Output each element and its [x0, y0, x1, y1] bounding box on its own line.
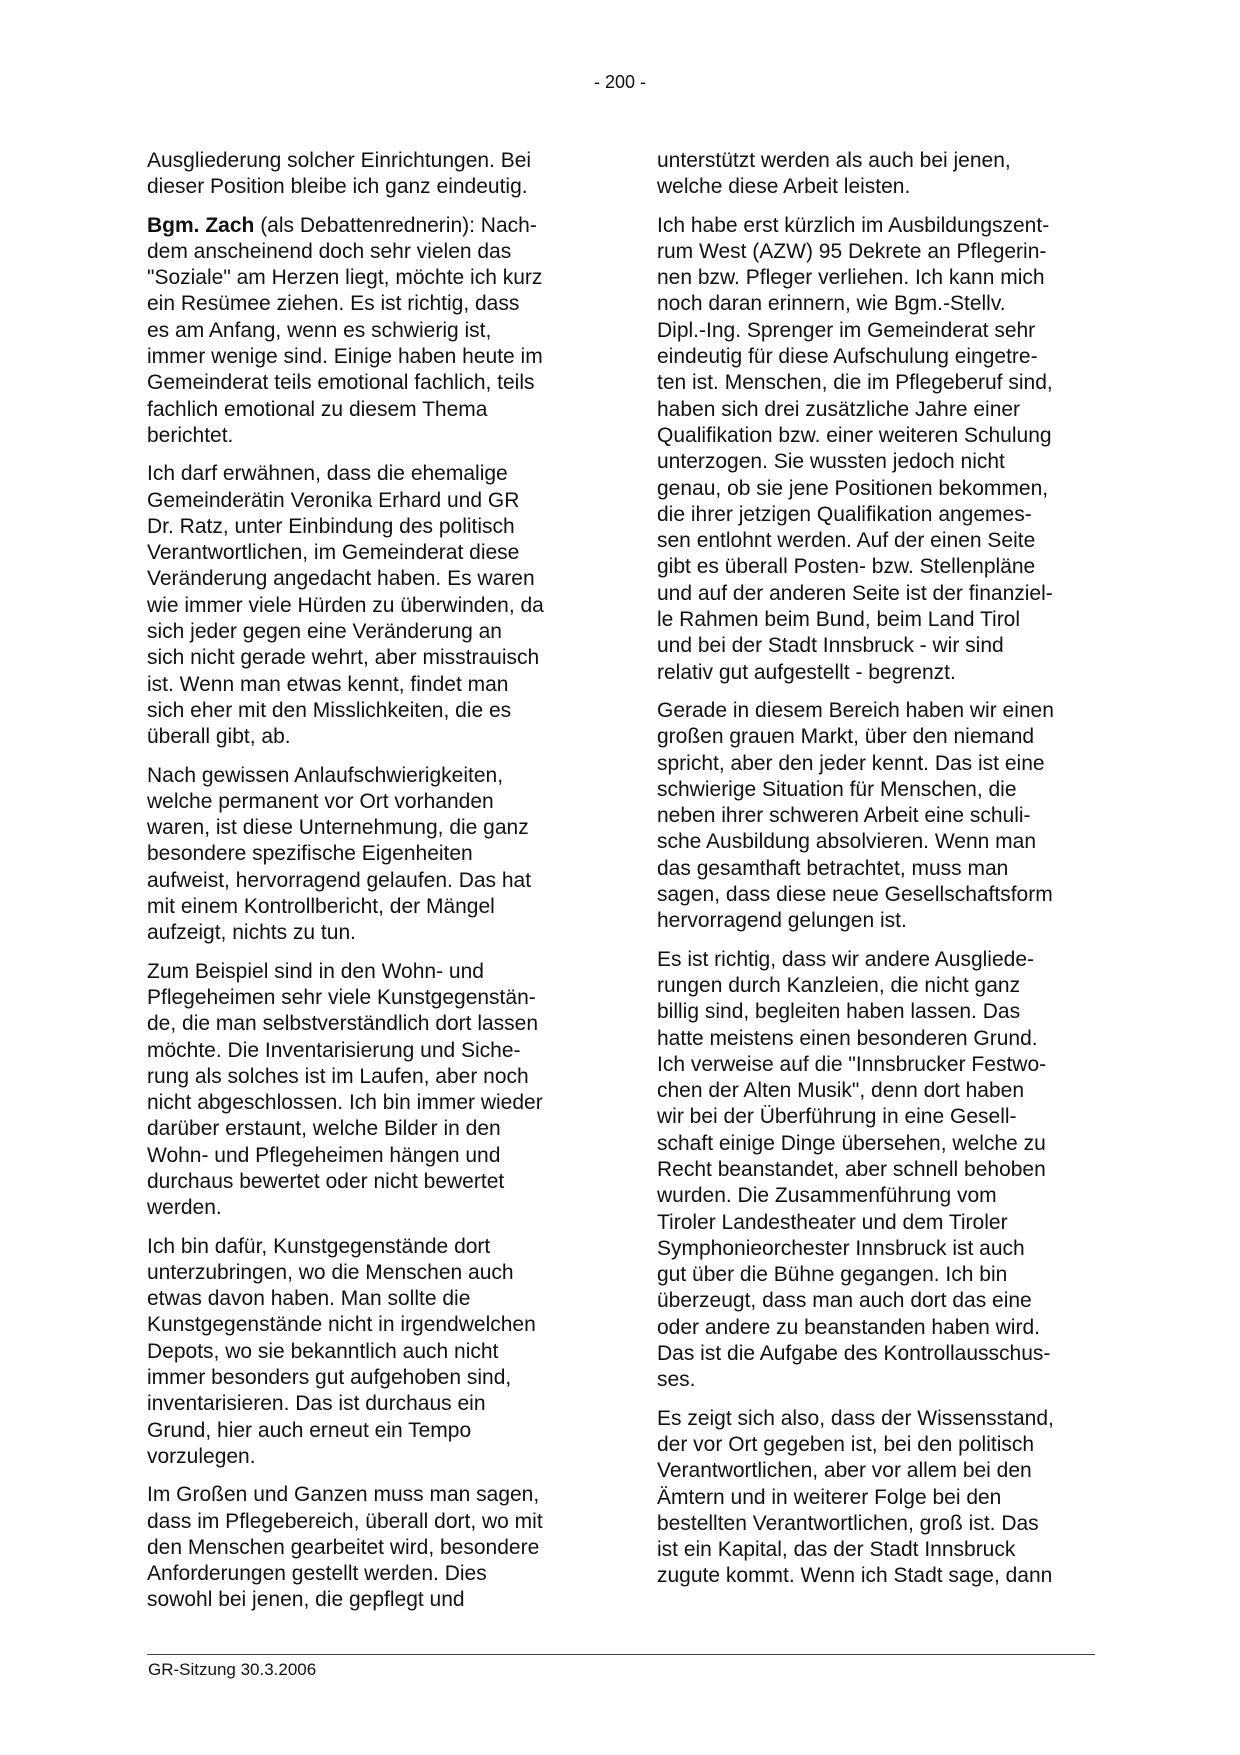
text-line — [147, 763, 587, 789]
text-line — [147, 1064, 587, 1090]
line-text: Im Großen und Ganzen muss man sagen, — [147, 1483, 540, 1507]
line-text: Anforderungen gestellt werden. Dies — [147, 1562, 487, 1586]
line-text: sagen, dass diese neue Gesellschaftsform — [657, 883, 1053, 907]
text-line — [147, 789, 587, 815]
line-text: etwas davon haben. Man sollte die — [147, 1287, 471, 1311]
text-line — [657, 554, 1097, 580]
text-line — [147, 1090, 587, 1116]
paragraph — [657, 148, 1097, 201]
text-line — [147, 397, 587, 423]
line-text: Verantwortlichen, im Gemeinderat diese — [147, 541, 520, 565]
line-text: Qualifikation bzw. einer weiteren Schulung — [657, 423, 1052, 447]
text-line — [147, 1312, 587, 1338]
text-line — [657, 1288, 1097, 1314]
paragraph — [657, 698, 1097, 935]
text-line — [147, 1038, 587, 1064]
line-text: werden. — [147, 1196, 222, 1220]
text-line — [147, 724, 587, 750]
text-line — [147, 868, 587, 894]
line-text: Veränderung angedacht haben. Es waren — [147, 567, 535, 591]
text-line — [147, 1169, 587, 1195]
text-line — [657, 856, 1097, 882]
line-text: Ich bin dafür, Kunstgegenstände dort — [147, 1234, 491, 1258]
line-text: überzeugt, dass man auch dort das eine — [657, 1289, 1032, 1313]
line-text: ein Resümee ziehen. Es ist richtig, dass — [147, 292, 520, 316]
paragraph — [147, 959, 587, 1222]
line-text: neben ihrer schweren Arbeit eine schuli- — [657, 804, 1031, 828]
line-text: die ihrer jetzigen Qualifikation angemes- — [657, 502, 1032, 526]
line-text: welche diese Arbeit leisten. — [657, 175, 911, 199]
text-line — [147, 815, 587, 841]
text-line — [657, 239, 1097, 265]
line-text: nen bzw. Pfleger verliehen. Ich kann mich — [657, 266, 1045, 290]
text-line — [147, 894, 587, 920]
line-text: sowohl bei jenen, die gepflegt und — [147, 1588, 465, 1612]
line-text: es am Anfang, wenn es schwierig ist, — [147, 318, 492, 342]
line-text: de, die man selbstverständlich dort lassen — [147, 1012, 539, 1036]
line-text: unterzubringen, wo die Menschen auch — [147, 1260, 514, 1284]
text-line — [147, 1195, 587, 1221]
text-line — [147, 344, 587, 370]
line-text: billig sind, begleiten haben lassen. Das — [657, 1000, 1021, 1024]
line-text: Gemeinderätin Veronika Erhard und GR — [147, 488, 520, 512]
line-text: rungen durch Kanzleien, die nicht ganz — [657, 973, 1021, 997]
text-line — [657, 1511, 1097, 1537]
line-text: Pflegeheimen sehr viele Kunstgegenstän- — [147, 985, 536, 1009]
line-text: den Menschen gearbeitet wird, besondere — [147, 1535, 540, 1559]
text-line — [147, 1444, 587, 1470]
line-text: und auf der anderen Seite ist der finanziel- — [657, 581, 1053, 605]
text-line — [147, 1535, 587, 1561]
line-text: sche Ausbildung absolvieren. Wenn man — [657, 830, 1037, 854]
line-text: (als Debattenrednerin): Nach- — [254, 213, 537, 237]
line-text: chen der Alten Musik", denn dort haben — [657, 1079, 1025, 1103]
page-number: - 200 - — [593, 72, 647, 92]
text-line — [147, 698, 587, 724]
line-text: Es zeigt sich also, dass der Wissensstand, — [657, 1406, 1054, 1430]
text-line — [147, 619, 587, 645]
text-line — [147, 1418, 587, 1444]
line-text: Dr. Ratz, unter Einbindung des politisch — [147, 514, 515, 538]
text-line — [657, 344, 1097, 370]
line-text: berichtet. — [147, 423, 234, 447]
text-line — [657, 1537, 1097, 1563]
text-line — [657, 633, 1097, 659]
paragraph — [657, 947, 1097, 1394]
text-line — [657, 724, 1097, 750]
line-text: mit einem Kontrollbericht, der Mängel — [147, 895, 495, 919]
text-line — [147, 514, 587, 540]
line-text: Nach gewissen Anlaufschwierigkeiten, — [147, 763, 504, 787]
line-text: fachlich emotional zu diesem Thema — [147, 397, 488, 421]
text-line — [657, 1341, 1097, 1367]
line-text: hatte meistens einen besonderen Grund. — [657, 1026, 1038, 1050]
line-text: wurden. Die Zusammenführung vom — [657, 1184, 997, 1208]
text-line — [657, 1183, 1097, 1209]
line-text: Depots, wo sie bekanntlich auch nicht — [147, 1339, 499, 1363]
text-line — [657, 174, 1097, 200]
line-text: eindeutig für diese Aufschulung eingetre- — [657, 345, 1038, 369]
line-text: ten ist. Menschen, die im Pflegeberuf sind, — [657, 371, 1053, 395]
line-text: besondere spezifische Eigenheiten — [147, 842, 473, 866]
text-line — [147, 593, 587, 619]
line-text: vorzulegen. — [147, 1444, 256, 1468]
text-line — [657, 1157, 1097, 1183]
line-text: gut über die Bühne gegangen. Ich bin — [657, 1263, 1008, 1287]
text-line — [657, 999, 1097, 1025]
line-text: nicht abgeschlossen. Ich bin immer wieder — [147, 1091, 543, 1115]
line-text: Es ist richtig, dass wir andere Ausgliede- — [657, 947, 1035, 971]
line-text: spricht, aber den jeder kennt. Das ist eine — [657, 751, 1045, 775]
line-text: "Soziale" am Herzen liegt, möchte ich kurz — [147, 266, 543, 290]
line-text: der vor Ort gegeben ist, bei den politisch — [657, 1432, 1035, 1456]
text-line — [147, 645, 587, 671]
text-line — [147, 1587, 587, 1613]
paragraph — [147, 1482, 587, 1613]
text-line — [147, 1391, 587, 1417]
line-text: zugute kommt. Wenn ich Stadt sage, dann — [657, 1564, 1053, 1588]
text-line — [147, 1339, 587, 1365]
text-line — [657, 1485, 1097, 1511]
text-line — [657, 449, 1097, 475]
paragraph — [147, 148, 587, 201]
text-line — [147, 148, 587, 174]
text-line — [147, 1011, 587, 1037]
text-line — [147, 291, 587, 317]
line-text: Ich darf erwähnen, dass die ehemalige — [147, 462, 508, 486]
line-text: Recht beanstandet, aber schnell behoben — [657, 1157, 1046, 1181]
right-column — [657, 148, 1097, 1602]
line-text: Dipl.-Ing. Sprenger im Gemeinderat sehr — [657, 318, 1036, 342]
text-line — [657, 502, 1097, 528]
text-line — [657, 291, 1097, 317]
text-line — [147, 1509, 587, 1535]
line-text: inventarisieren. Das ist durchaus ein — [147, 1392, 486, 1416]
text-line — [657, 1458, 1097, 1484]
line-text: und bei der Stadt Innsbruck - wir sind — [657, 634, 1004, 658]
text-line — [657, 423, 1097, 449]
text-line — [657, 528, 1097, 554]
line-text: Zum Beispiel sind in den Wohn- und — [147, 959, 484, 983]
text-line — [657, 318, 1097, 344]
line-text: Kunstgegenstände nicht in irgendwelchen — [147, 1313, 536, 1337]
text-line — [147, 1286, 587, 1312]
text-line — [147, 959, 587, 985]
text-line — [147, 1116, 587, 1142]
line-text: genau, ob sie jene Positionen bekommen, — [657, 476, 1049, 500]
text-line — [657, 803, 1097, 829]
text-line — [657, 581, 1097, 607]
line-text: wie immer viele Hürden zu überwinden, da — [147, 593, 544, 617]
text-line — [657, 1406, 1097, 1432]
line-text: Grund, hier auch erneut ein Tempo — [147, 1418, 472, 1442]
text-line — [657, 1563, 1097, 1589]
line-text: schaft einige Dinge übersehen, welche zu — [657, 1131, 1046, 1155]
line-text: Tiroler Landestheater und dem Tiroler — [657, 1210, 1008, 1234]
line-text: sich nicht gerade wehrt, aber misstrauisch — [147, 646, 540, 670]
line-text: dem anscheinend doch sehr vielen das — [147, 239, 512, 263]
line-text: darüber erstaunt, welche Bilder in den — [147, 1117, 501, 1141]
line-text: noch daran erinnern, wie Bgm.-Stellv. — [657, 292, 1006, 316]
text-line — [657, 1078, 1097, 1104]
line-text: das gesamthaft betrachtet, muss man — [657, 856, 1009, 880]
text-line — [147, 540, 587, 566]
line-text: wir bei der Überführung in eine Gesell- — [657, 1105, 1017, 1129]
left-column — [147, 148, 587, 1626]
text-line — [147, 1234, 587, 1260]
line-text: dieser Position bleibe ich ganz eindeutig. — [147, 175, 528, 199]
line-text: Ämtern und in weiterer Folge bei den — [657, 1485, 1002, 1509]
text-line — [147, 672, 587, 698]
line-text: rung als solches ist im Laufen, aber noch — [147, 1064, 529, 1088]
line-text: gibt es überall Posten- bzw. Stellenpläne — [657, 555, 1036, 579]
text-line — [657, 1432, 1097, 1458]
text-line — [657, 213, 1097, 239]
text-line — [147, 1561, 587, 1587]
line-text: ses. — [657, 1368, 696, 1392]
line-text: schwierige Situation für Menschen, die — [657, 777, 1017, 801]
paragraph — [147, 461, 587, 750]
text-line — [657, 698, 1097, 724]
line-text: Ich verweise auf die "Innsbrucker Festwo- — [657, 1052, 1047, 1076]
text-line — [147, 370, 587, 396]
text-line — [147, 265, 587, 291]
line-text: waren, ist diese Unternehmung, die ganz — [147, 816, 529, 840]
line-text: Ich habe erst kürzlich im Ausbildungszent- — [657, 213, 1050, 237]
text-line — [147, 1482, 587, 1508]
text-line — [147, 985, 587, 1011]
footer-session-date: GR-Sitzung 30.3.2006 — [148, 1660, 317, 1679]
text-line — [657, 1236, 1097, 1262]
line-text: möchte. Die Inventarisierung und Siche- — [147, 1038, 521, 1062]
text-line — [147, 566, 587, 592]
text-line — [147, 461, 587, 487]
text-line — [147, 1260, 587, 1286]
speaker-name: Bgm. Zach — [147, 213, 255, 237]
line-text: unterstützt werden als auch bei jenen, — [657, 149, 1011, 172]
line-text: ist ein Kapital, das der Stadt Innsbruck — [657, 1538, 1016, 1562]
text-line — [147, 488, 587, 514]
line-text: durchaus bewertet oder nicht bewertet — [147, 1169, 505, 1193]
line-text: Ausgliederung solcher Einrichtungen. Bei — [147, 149, 532, 172]
text-line — [147, 841, 587, 867]
text-line — [657, 397, 1097, 423]
text-line — [657, 1131, 1097, 1157]
text-line — [657, 1052, 1097, 1078]
line-text: unterzogen. Sie wussten jedoch nicht — [657, 450, 1005, 474]
text-line — [657, 882, 1097, 908]
line-text: immer wenige sind. Einige haben heute im — [147, 345, 543, 369]
line-text: großen grauen Markt, über den niemand — [657, 725, 1035, 749]
text-line — [657, 829, 1097, 855]
text-line — [657, 1367, 1097, 1393]
line-text: Symphonieorchester Innsbruck ist auch — [657, 1236, 1025, 1260]
text-line — [657, 265, 1097, 291]
line-text: Das ist die Aufgabe des Kontrollausschus- — [657, 1342, 1051, 1366]
text-line — [147, 318, 587, 344]
line-text: überall gibt, ab. — [147, 725, 291, 749]
text-line — [147, 213, 587, 239]
line-text: sich jeder gegen eine Veränderung an — [147, 620, 502, 644]
paragraph — [147, 1234, 587, 1471]
line-text: Verantwortlichen, aber vor allem bei den — [657, 1459, 1032, 1483]
text-line — [147, 423, 587, 449]
line-text: hervorragend gelungen ist. — [657, 909, 907, 933]
line-text: relativ gut aufgestellt - begrenzt. — [657, 660, 956, 684]
text-line — [657, 1026, 1097, 1052]
line-text: dass im Pflegebereich, überall dort, wo mit — [147, 1509, 543, 1533]
footer-divider — [147, 1654, 1095, 1655]
line-text: sich eher mit den Misslichkeiten, die es — [147, 698, 512, 722]
line-text: welche permanent vor Ort vorhanden — [147, 789, 494, 813]
text-line — [657, 973, 1097, 999]
line-text: Gemeinderat teils emotional fachlich, teils — [147, 371, 535, 395]
line-text: Wohn- und Pflegeheimen hängen und — [147, 1143, 501, 1167]
paragraph — [657, 1406, 1097, 1590]
line-text: aufweist, hervorragend gelaufen. Das hat — [147, 868, 532, 892]
text-line — [657, 607, 1097, 633]
text-line — [657, 1104, 1097, 1130]
line-text: immer besonders gut aufgehoben sind, — [147, 1366, 512, 1390]
line-text: bestellten Verantwortlichen, groß ist. Das — [657, 1511, 1039, 1535]
line-text: sen entlohnt werden. Auf der einen Seite — [657, 529, 1036, 553]
line-text: aufzeigt, nichts zu tun. — [147, 921, 356, 945]
text-line — [657, 908, 1097, 934]
paragraph — [147, 763, 587, 947]
text-line — [147, 920, 587, 946]
paragraph — [657, 213, 1097, 686]
text-line — [657, 1210, 1097, 1236]
line-text: le Rahmen beim Bund, beim Land Tirol — [657, 608, 1021, 632]
line-text: rum West (AZW) 95 Dekrete an Pflegerin- — [657, 239, 1047, 263]
text-line — [657, 947, 1097, 973]
line-text: oder andere zu beanstanden haben wird. — [657, 1315, 1040, 1339]
line-text: Gerade in diesem Bereich haben wir einen — [657, 698, 1054, 722]
text-line — [657, 777, 1097, 803]
text-line — [657, 476, 1097, 502]
text-line — [657, 370, 1097, 396]
text-line — [147, 174, 587, 200]
line-text: haben sich drei zusätzliche Jahre einer — [657, 397, 1021, 421]
text-line — [657, 660, 1097, 686]
text-line — [147, 1143, 587, 1169]
text-line — [657, 751, 1097, 777]
text-line — [657, 148, 1097, 174]
text-line — [147, 239, 587, 265]
text-line — [657, 1262, 1097, 1288]
paragraph — [147, 213, 587, 450]
text-line — [657, 1315, 1097, 1341]
line-text: ist. Wenn man etwas kennt, findet man — [147, 672, 509, 696]
text-line — [147, 1365, 587, 1391]
